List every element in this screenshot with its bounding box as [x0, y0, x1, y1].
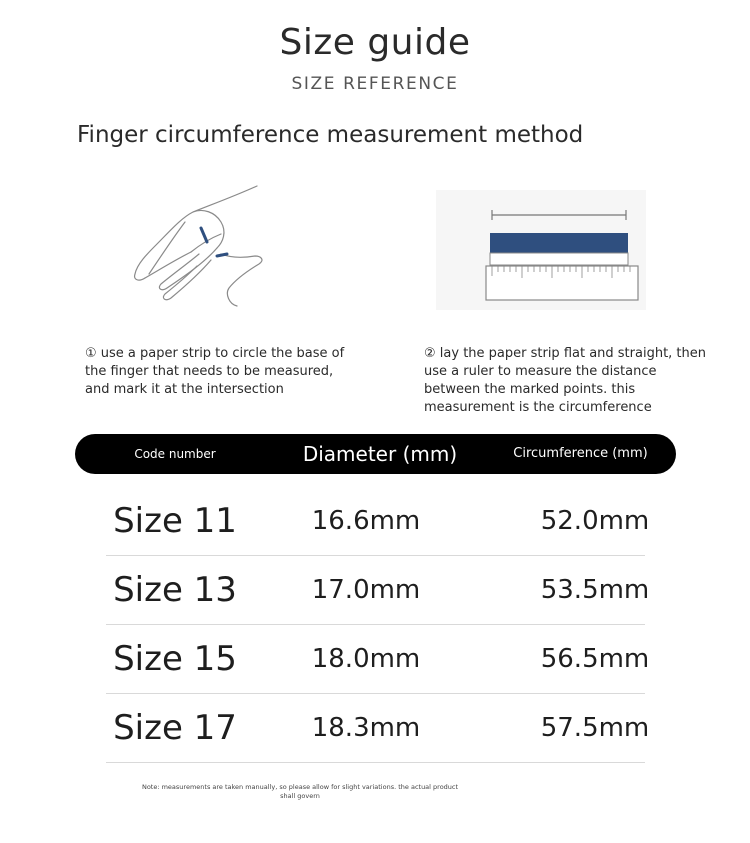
table-row	[106, 557, 650, 625]
circumference-cell: 53.5mm	[540, 575, 650, 605]
table-row	[106, 488, 650, 556]
circumference-cell: 52.0mm	[540, 506, 650, 536]
header-circumference: Circumference (mm)	[513, 446, 648, 461]
table-row	[106, 626, 650, 694]
table-row	[106, 695, 650, 763]
diameter-cell: 18.3mm	[311, 713, 421, 743]
circumference-cell: 57.5mm	[540, 713, 650, 743]
header-diameter: Diameter (mm)	[302, 442, 458, 466]
footnote: Note: measurements are taken manually, so please allow for slight variations. the actual product shall govern	[141, 783, 459, 800]
step-2-instruction: ② lay the paper strip flat and straight, then use a ruler to measure the distance between the marked points. this measurement is the circumference	[424, 346, 707, 415]
ruler-illustration-icon	[436, 190, 646, 310]
section-heading: Finger circumference measurement method	[77, 122, 584, 148]
page-title: Size guide	[279, 22, 471, 63]
size-table-header	[75, 434, 676, 474]
hand-illustration-icon	[125, 178, 275, 322]
size-cell: Size 11	[113, 501, 237, 541]
size-cell: Size 17	[113, 708, 237, 748]
diameter-cell: 17.0mm	[311, 575, 421, 605]
diameter-cell: 16.6mm	[311, 506, 421, 536]
size-table	[106, 488, 650, 764]
header-code-number: Code number	[134, 447, 216, 461]
diameter-cell: 18.0mm	[311, 644, 421, 674]
page-subtitle: SIZE REFERENCE	[291, 74, 459, 94]
circumference-cell: 56.5mm	[540, 644, 650, 674]
size-cell: Size 15	[113, 639, 237, 679]
step-1-instruction: ① use a paper strip to circle the base of the finger that needs to be measured, and mark it at the intersection	[85, 346, 345, 397]
size-cell: Size 13	[113, 570, 237, 610]
